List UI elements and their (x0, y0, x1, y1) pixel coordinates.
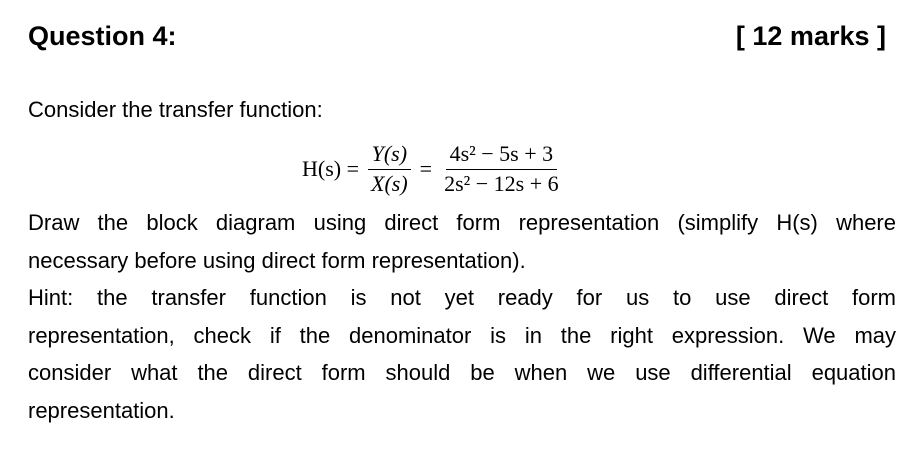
body-line: consider what the direct form should be when we use differential equation (28, 360, 896, 386)
body-line: necessary before using direct form representation). (28, 247, 526, 273)
fraction-denominator: X(s) (371, 170, 408, 196)
body-line: representation. (28, 397, 175, 423)
fraction-numerator: Y(s) (368, 142, 411, 169)
transfer-function-equation (302, 137, 563, 201)
question-body (28, 204, 896, 430)
polynomial-numerator: 4s² − 5s + 3 (446, 142, 558, 169)
body-line: representation, check if the denominator is in the right expression. We may (28, 322, 896, 348)
polynomial-denominator: 2s² − 12s + 6 (444, 170, 559, 196)
question-title: Question 4: (28, 20, 177, 51)
question-header (28, 16, 886, 56)
intro-text: Consider the transfer function: (28, 97, 323, 122)
equation-lhs: H(s) = (302, 156, 360, 181)
fraction-polynomial (440, 142, 563, 195)
fraction-y-over-x (367, 142, 412, 195)
equation-equals: = (419, 156, 433, 181)
marks-label: [ 12 marks ] (735, 20, 886, 51)
body-line: Hint: the transfer function is not yet ready for us to use direct form (28, 285, 896, 311)
body-line: Draw the block diagram using direct form representation (simplify H(s) where (28, 210, 896, 235)
